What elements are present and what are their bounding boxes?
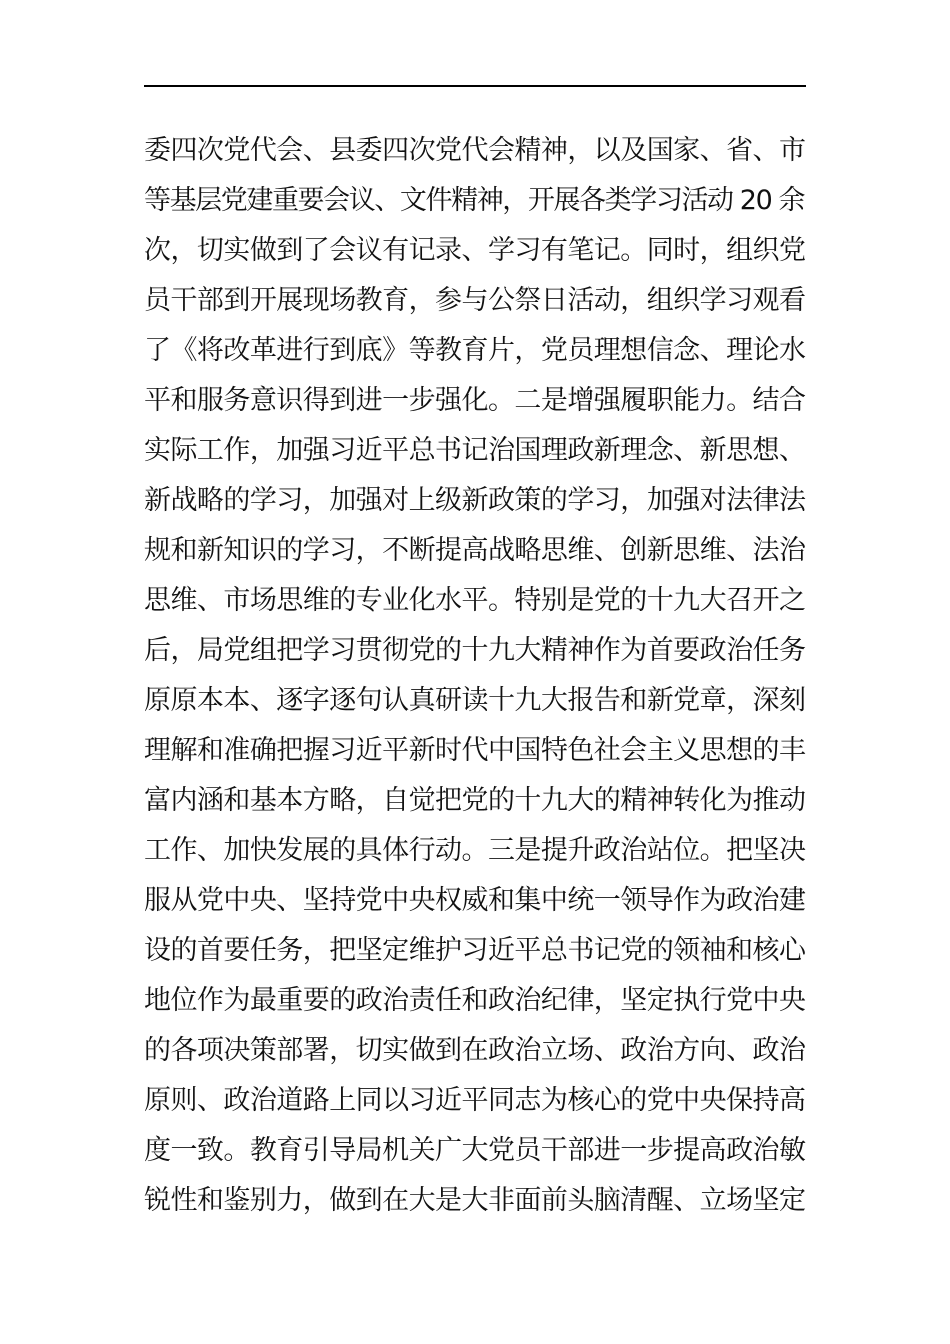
text-line: 锐性和鉴别力，做到在大是大非面前头脑清醒、立场坚定 — [144, 1185, 806, 1216]
text-line: 员干部到开展现场教育，参与公祭日活动，组织学习观看 — [144, 285, 806, 316]
text-line: 原原本本、逐字逐句认真研读十九大报告和新党章，深刻 — [144, 685, 806, 716]
text-line: 实际工作，加强习近平总书记治国理政新理念、新思想、 — [144, 435, 806, 466]
text-line: 次，切实做到了会议有记录、学习有笔记。同时，组织党 — [144, 235, 806, 266]
text-line: 规和新知识的学习，不断提高战略思维、创新思维、法治 — [144, 535, 806, 566]
text-line: 原则、政治道路上同以习近平同志为核心的党中央保持高 — [144, 1085, 806, 1116]
text-line: 平和服务意识得到进一步强化。二是增强履职能力。结合 — [144, 385, 806, 416]
text-line: 度一致。教育引导局机关广大党员干部进一步提高政治敏 — [144, 1135, 806, 1166]
text-line: 思维、市场思维的专业化水平。特别是党的十九大召开之 — [144, 585, 806, 616]
text-line: 工作、加快发展的具体行动。三是提升政治站位。把坚决 — [144, 835, 806, 866]
text-line: 服从党中央、坚持党中央权威和集中统一领导作为政治建 — [144, 885, 806, 916]
text-line: 新战略的学习，加强对上级新政策的学习，加强对法律法 — [144, 485, 806, 516]
text-line: 了《将改革进行到底》等教育片，党员理想信念、理论水 — [144, 335, 806, 366]
header-rule — [144, 85, 806, 87]
text-line: 的各项决策部署，切实做到在政治立场、政治方向、政治 — [144, 1035, 806, 1066]
text-line: 设的首要任务，把坚定维护习近平总书记党的领袖和核心 — [144, 935, 806, 966]
text-line: 理解和准确把握习近平新时代中国特色社会主义思想的丰 — [144, 735, 806, 766]
text-line: 等基层党建重要会议、文件精神，开展各类学习活动 20 余 — [144, 185, 805, 216]
text-line: 委四次党代会、县委四次党代会精神，以及国家、省、市 — [144, 135, 806, 166]
text-line: 地位作为最重要的政治责任和政治纪律，坚定执行党中央 — [144, 985, 806, 1016]
body-text — [144, 126, 806, 1226]
text-line: 富内涵和基本方略，自觉把党的十九大的精神转化为推动 — [144, 785, 806, 816]
text-line: 后，局党组把学习贯彻党的十九大精神作为首要政治任务 — [144, 635, 806, 666]
